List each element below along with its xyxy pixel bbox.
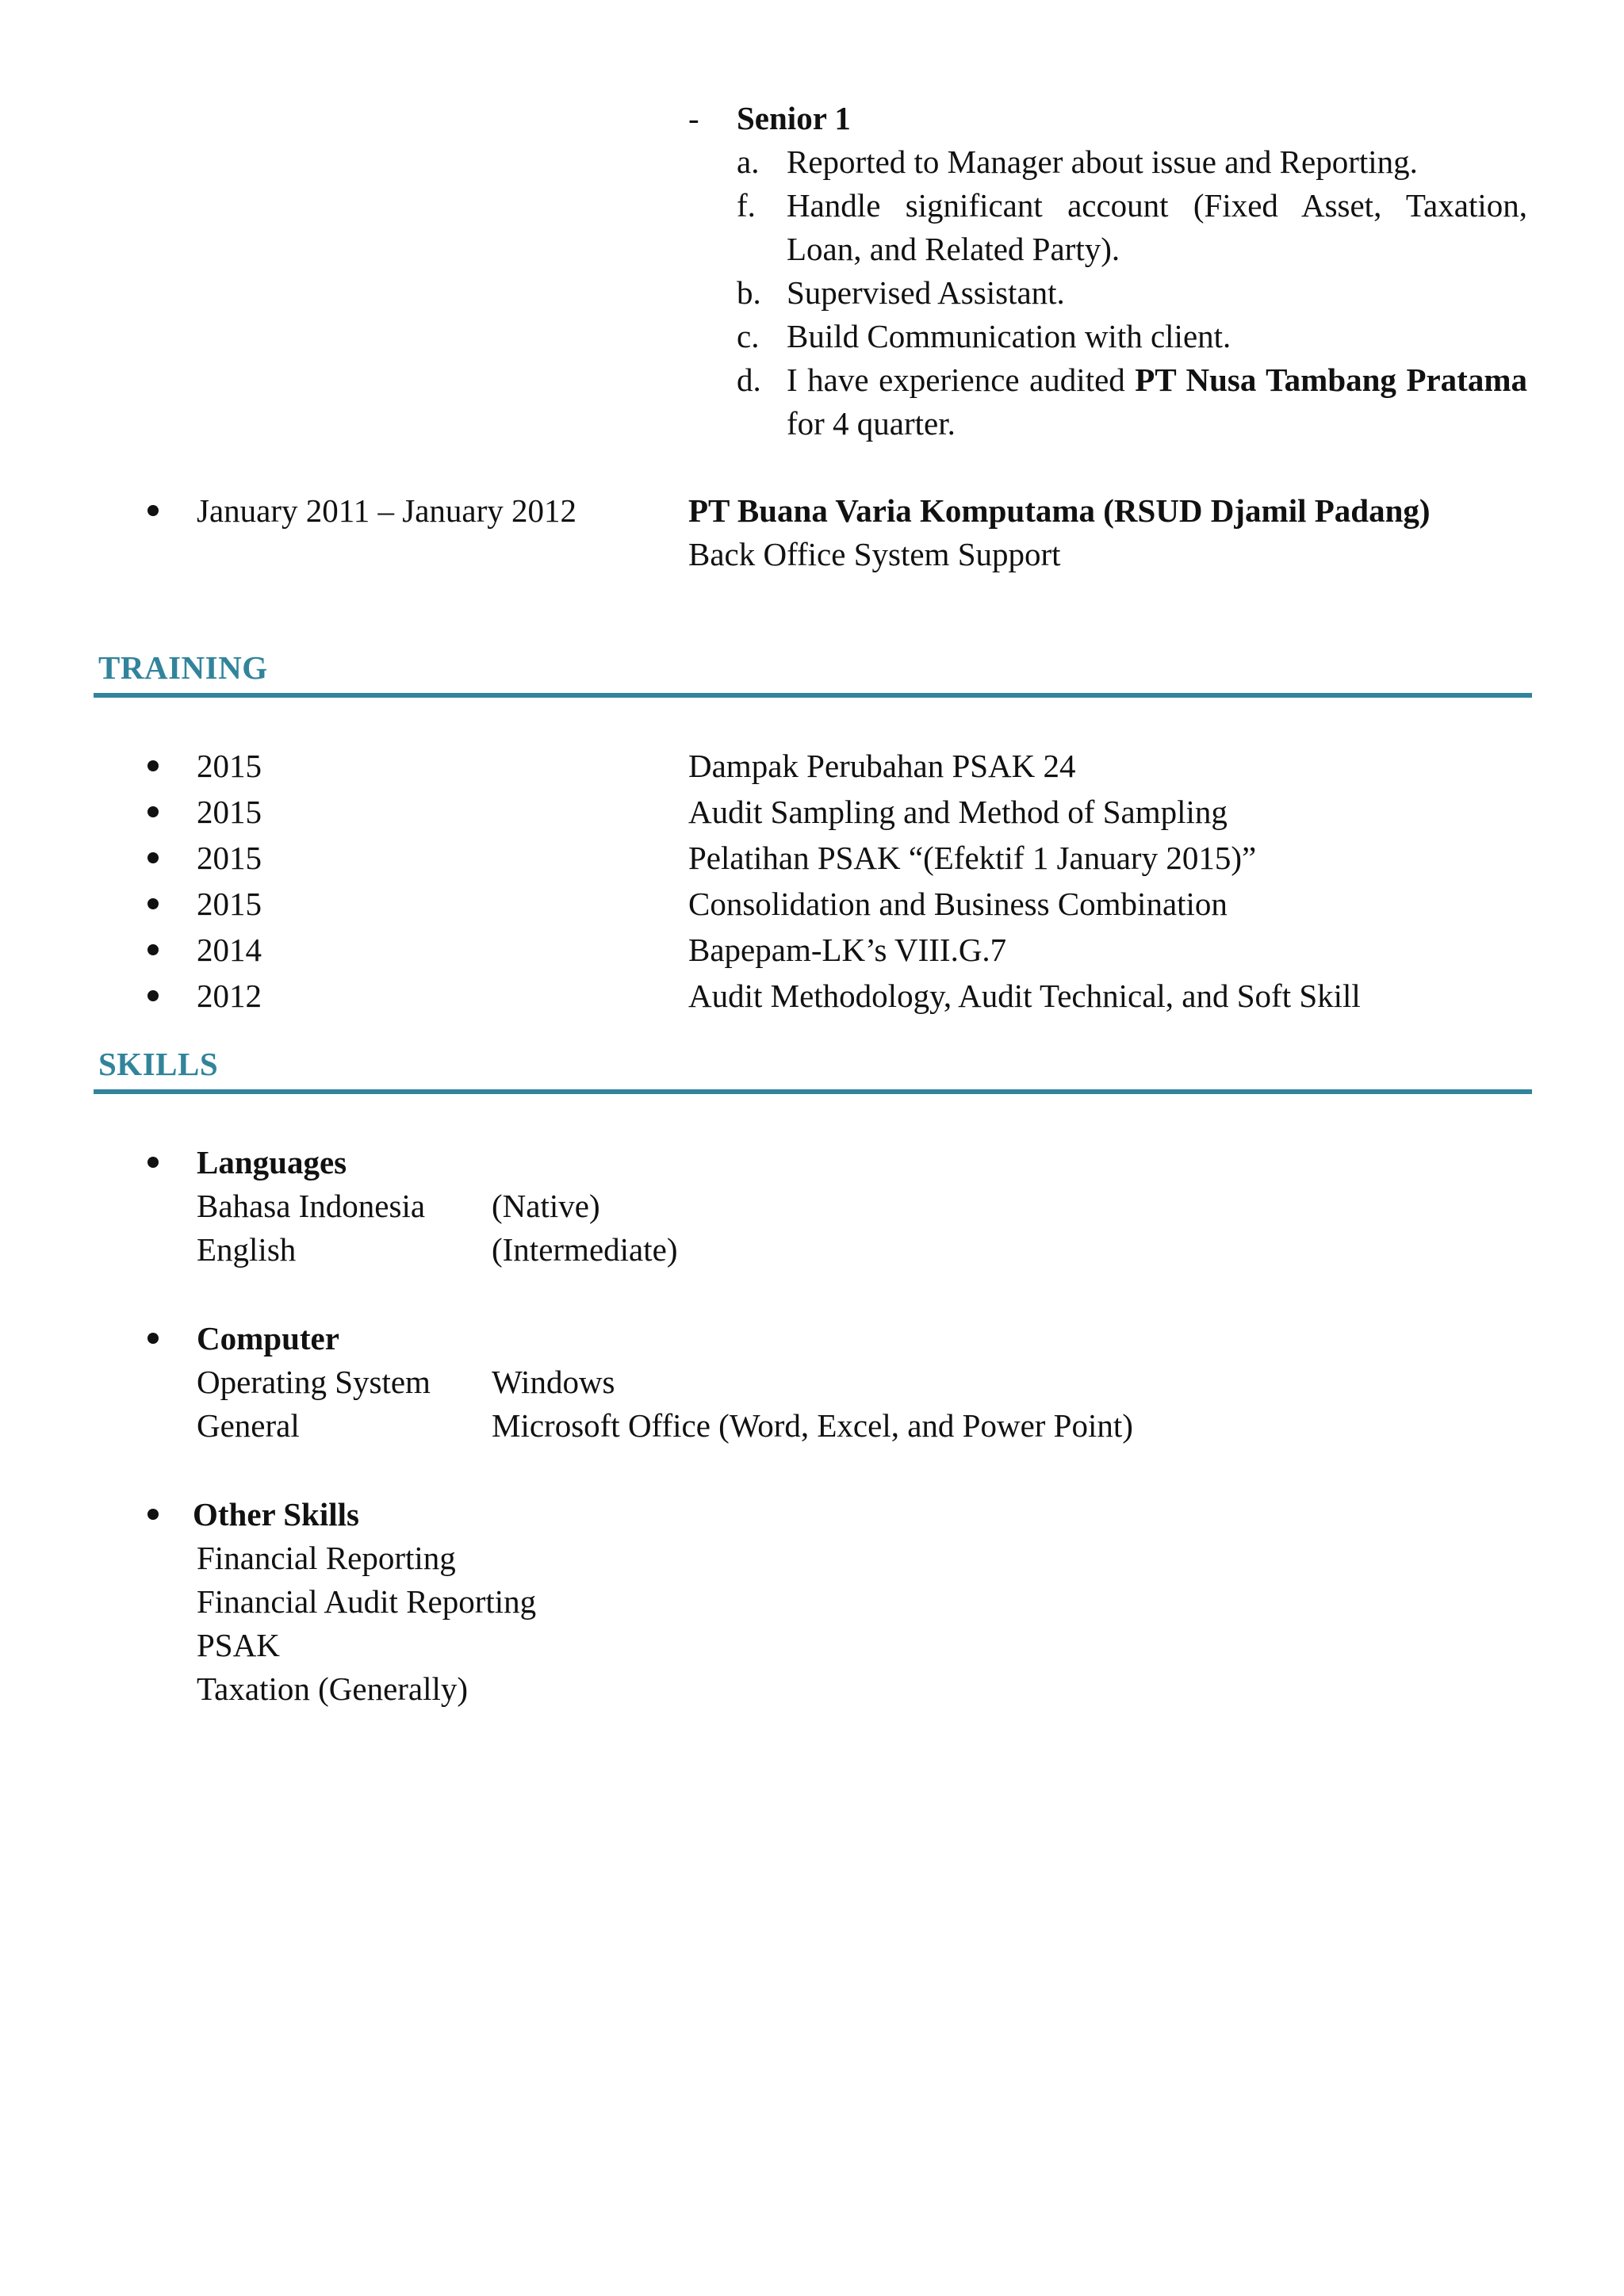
bullet-icon — [147, 760, 159, 771]
training-title: Bapepam-LK’s VIII.G.7 — [688, 932, 1007, 968]
bullet-icon — [147, 944, 159, 955]
bullet-icon — [147, 1509, 159, 1520]
duty-marker: a. — [737, 144, 760, 180]
bullet-icon — [147, 990, 159, 1001]
skill-group-title: Other Skills — [193, 1496, 359, 1533]
duty-text-continued: Loan, and Related Party). — [787, 231, 1120, 267]
bullet-icon — [147, 806, 159, 817]
training-year: 2015 — [197, 748, 262, 784]
bullet-icon — [147, 505, 159, 516]
skill-label: Bahasa Indonesia — [197, 1188, 426, 1224]
skill-item: Financial Reporting — [197, 1540, 456, 1576]
role-dash: - — [688, 100, 699, 136]
duty-marker: b. — [737, 274, 761, 311]
skill-item: Financial Audit Reporting — [197, 1583, 537, 1620]
duty-marker: f. — [737, 187, 756, 224]
duty-text: Reported to Manager about issue and Reporting. — [787, 144, 1418, 180]
training-year: 2015 — [197, 794, 262, 830]
bullet-icon — [147, 852, 159, 863]
job-period: January 2011 – January 2012 — [197, 492, 576, 529]
duty-text-continued: for 4 quarter. — [787, 405, 956, 442]
role-title: Senior 1 — [737, 100, 851, 136]
training-year: 2015 — [197, 840, 262, 876]
skill-label: Operating System — [197, 1364, 431, 1400]
training-title: Pelatihan PSAK “(Efektif 1 January 2015)” — [688, 840, 1257, 876]
duty-text: Build Communication with client. — [787, 318, 1231, 354]
training-heading: TRAINING — [98, 649, 268, 686]
job-position: Back Office System Support — [688, 536, 1061, 572]
duty-marker: c. — [737, 318, 760, 354]
training-year: 2015 — [197, 886, 262, 922]
duty-text: Handle significant account (Fixed Asset, Taxation, — [787, 187, 1527, 224]
skill-item: PSAK — [197, 1627, 280, 1663]
duty-marker: d. — [737, 362, 761, 398]
skill-value: (Native) — [492, 1188, 600, 1224]
skill-group-title: Languages — [197, 1144, 347, 1181]
bullet-icon — [147, 898, 159, 909]
client-name: PT Nusa Tambang Pratama — [1135, 362, 1527, 398]
duty-text — [787, 358, 1527, 402]
duty-text: Supervised Assistant. — [787, 274, 1065, 311]
bullet-icon — [147, 1333, 159, 1344]
training-year: 2014 — [197, 932, 262, 968]
skill-value: Windows — [492, 1364, 615, 1400]
skills-divider — [94, 1089, 1532, 1094]
training-divider — [94, 693, 1532, 698]
training-title: Dampak Perubahan PSAK 24 — [688, 748, 1076, 784]
job-company: PT Buana Varia Komputama (RSUD Djamil Padang) — [688, 492, 1431, 529]
skill-label: English — [197, 1231, 297, 1268]
skill-value: (Intermediate) — [492, 1231, 678, 1268]
skills-heading: SKILLS — [98, 1046, 219, 1082]
bullet-icon — [147, 1157, 159, 1168]
training-year: 2012 — [197, 978, 262, 1014]
skill-value: Microsoft Office (Word, Excel, and Power Point) — [492, 1407, 1133, 1444]
training-title: Audit Methodology, Audit Technical, and Soft Skill — [688, 978, 1361, 1014]
training-title: Audit Sampling and Method of Sampling — [688, 794, 1228, 830]
training-title: Consolidation and Business Combination — [688, 886, 1228, 922]
skill-item: Taxation (Generally) — [197, 1670, 469, 1707]
skill-label: General — [197, 1407, 300, 1444]
duty-text-regular: I have experience audited — [787, 362, 1136, 398]
skill-group-title: Computer — [197, 1320, 339, 1357]
